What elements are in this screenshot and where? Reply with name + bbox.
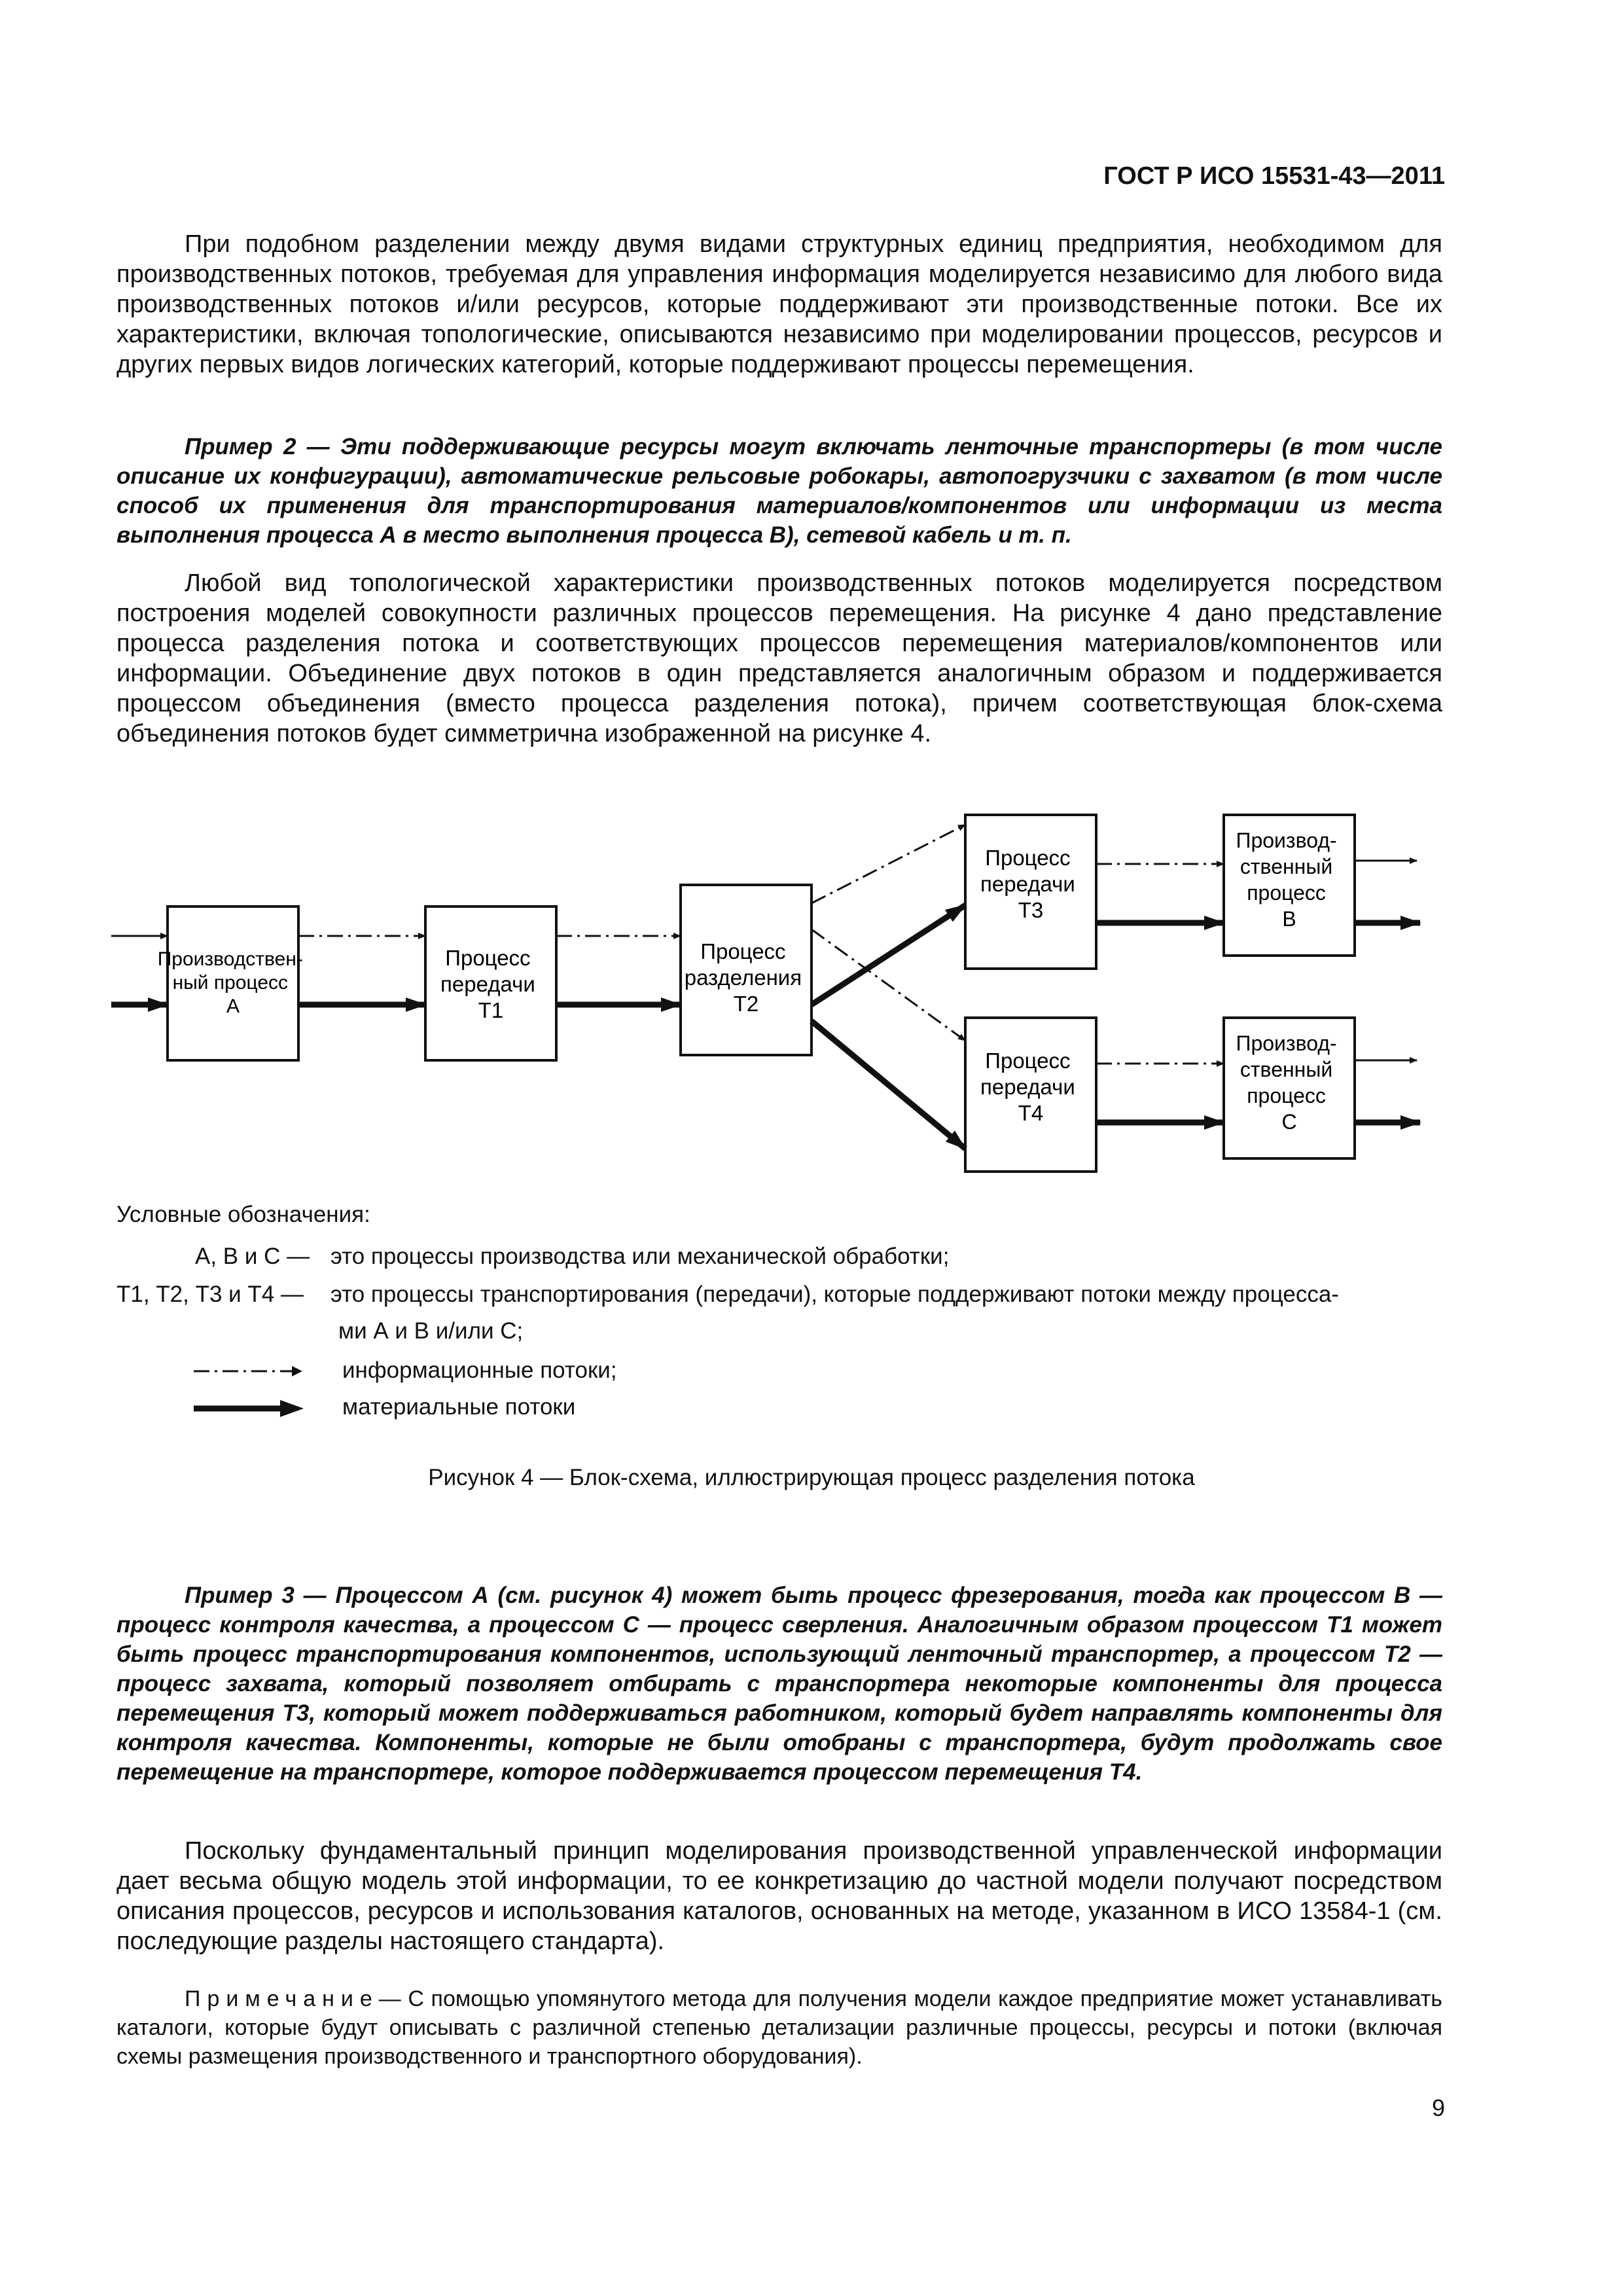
box-t1-line1: Процесс bbox=[445, 946, 531, 970]
box-a-line1: Производствен- bbox=[157, 948, 303, 970]
info-arrow-t2-t4 bbox=[812, 929, 965, 1041]
box-t3-line3: Т3 bbox=[1018, 898, 1044, 922]
box-a-line3: А bbox=[226, 996, 240, 1017]
box-t1-line3: Т1 bbox=[478, 998, 504, 1022]
box-t3-line2: передачи bbox=[980, 872, 1075, 896]
flow-diagram bbox=[111, 802, 1459, 1194]
box-process-b bbox=[1224, 815, 1355, 956]
legend-text-info: информационные потоки; bbox=[342, 1357, 617, 1383]
box-c-line4: С bbox=[1281, 1110, 1297, 1134]
box-process-t1 bbox=[425, 906, 556, 1060]
box-process-t3 bbox=[965, 815, 1096, 969]
box-t4-line1: Процесс bbox=[985, 1049, 1071, 1073]
legend-text-abc: это процессы производства или механической обработки; bbox=[330, 1244, 950, 1269]
example-2: Пример 2 — Эти поддерживающие ресурсы могут включать ленточные транспортеры (в том числе описание их конфигурации), автоматические рельсовые робокары, автопогрузчики с захватом (в том числе способ их применения для транспортирования материалов/компонентов или информации из места выполнения процесса А в место выполнения процесса В), сетевой кабель и т. п. bbox=[116, 434, 1442, 548]
box-b-line2: ственный bbox=[1240, 855, 1333, 878]
box-t4-line2: передачи bbox=[980, 1075, 1075, 1099]
legend-info-arrow bbox=[194, 1361, 305, 1381]
legend-heading: Условные обозначения: bbox=[116, 1202, 370, 1227]
box-process-t2 bbox=[681, 885, 812, 1055]
note-text: — С помощью упомянутого метода для получения модели каждое предприятие может устанавливать каталоги, которые будут описывать с различной степенью детализации различные процессы, ресурсы и потоки (включая схемы размещения производственного и транспортного оборудования). bbox=[116, 1986, 1442, 2069]
box-b-line4: В bbox=[1282, 907, 1296, 931]
example-3: Пример 3 — Процессом А (см. рисунок 4) может быть процесс фрезерования, тогда как процессом В — процесс контроля качества, а процессом С — процесс сверления. Аналогичным образом процессом Т1 может быть процесс транспортирования компонентов, использующий ленточный транспортер, а процессом Т2 — процесс захвата, который позволяет отбирать с транспортера некоторые компоненты для процесса перемещения Т3, который может поддерживаться работником, который будет направлять компоненты для контроля качества. Компоненты, которые не были отобраны с транспортера, будут продолжать свое перемещение на транспортере, которое поддерживается процессом перемещения Т4. bbox=[116, 1583, 1442, 1785]
box-t2-line3: Т2 bbox=[733, 992, 759, 1016]
material-arrow-t2-t4 bbox=[812, 1021, 965, 1149]
box-a-line2: ный процесс bbox=[172, 972, 289, 994]
document-header: ГОСТ Р ИСО 15531-43—2011 bbox=[1103, 162, 1445, 190]
page-number: 9 bbox=[1431, 2094, 1445, 2121]
legend-term-t: Т1, Т2, Т3 и Т4 — bbox=[116, 1282, 304, 1307]
box-c-line2: ственный bbox=[1240, 1058, 1333, 1081]
note-label: Примечание bbox=[185, 1986, 379, 2011]
box-b-line1: Производ- bbox=[1236, 829, 1337, 852]
legend-term-abc: А, В и С — bbox=[195, 1244, 310, 1269]
legend-text-t: это процессы транспортирования (передачи), которые поддерживают потоки между процесса- bbox=[330, 1282, 1339, 1307]
legend-text-material: материальные потоки bbox=[342, 1394, 576, 1420]
legend-material-arrow bbox=[194, 1397, 305, 1420]
box-process-a bbox=[158, 906, 309, 1060]
info-arrow-t2-t3 bbox=[812, 825, 965, 903]
box-c-line3: процесс bbox=[1247, 1084, 1326, 1107]
box-t2-line2: разделения bbox=[684, 965, 802, 990]
paragraph-3: Поскольку фундаментальный принцип моделирования производственной управленческой информации дает весьма общую модель этой информации, то ее конкретизацию до частной модели получают посредством описания процессов, ресурсов и использования каталогов, основанных на методе, указанном в ИСО 13584-1 (см. последующие разделы настоящего стандарта). bbox=[116, 1837, 1442, 1955]
box-t1-line2: передачи bbox=[440, 972, 535, 996]
box-t4-line3: Т4 bbox=[1018, 1101, 1044, 1125]
note bbox=[116, 1984, 1442, 2071]
material-arrow-t2-t3 bbox=[812, 905, 965, 1005]
figure-caption: Рисунок 4 — Блок-схема, иллюстрирующая процесс разделения потока bbox=[428, 1465, 1195, 1490]
legend-text-t-cont: ми А и В и/или С; bbox=[338, 1318, 524, 1344]
box-process-t4 bbox=[965, 1018, 1096, 1172]
box-process-c bbox=[1224, 1018, 1355, 1158]
box-b-line3: процесс bbox=[1247, 881, 1326, 905]
paragraph-1: При подобном разделении между двумя видами структурных единиц предприятия, необходимом для производственных потоков, требуемая для управления информация моделируется независимо для любого вида производственных потоков и/или ресурсов, которые поддерживают эти производственные потоки. Все их характеристики, включая топологические, описываются независимо при моделировании процессов, ресурсов и других первых видов логических категорий, которые поддерживают процессы перемещения. bbox=[116, 230, 1442, 378]
box-c-line1: Производ- bbox=[1236, 1031, 1337, 1055]
paragraph-2: Любой вид топологической характеристики производственных потоков моделируется посредством построения моделей совокупности различных процессов перемещения. На рисунке 4 дано представление процесса разделения потока и соответствующих процессов перемещения материалов/компонентов или информации. Объединение двух потоков в один представляется аналогичным образом и поддерживается процессом объединения (вместо процесса разделения потока), причем соответствующая блок-схема объединения потоков будет симметрична изображенной на рисунке 4. bbox=[116, 569, 1442, 747]
box-t2-line1: Процесс bbox=[700, 939, 786, 963]
box-t3-line1: Процесс bbox=[985, 846, 1071, 870]
